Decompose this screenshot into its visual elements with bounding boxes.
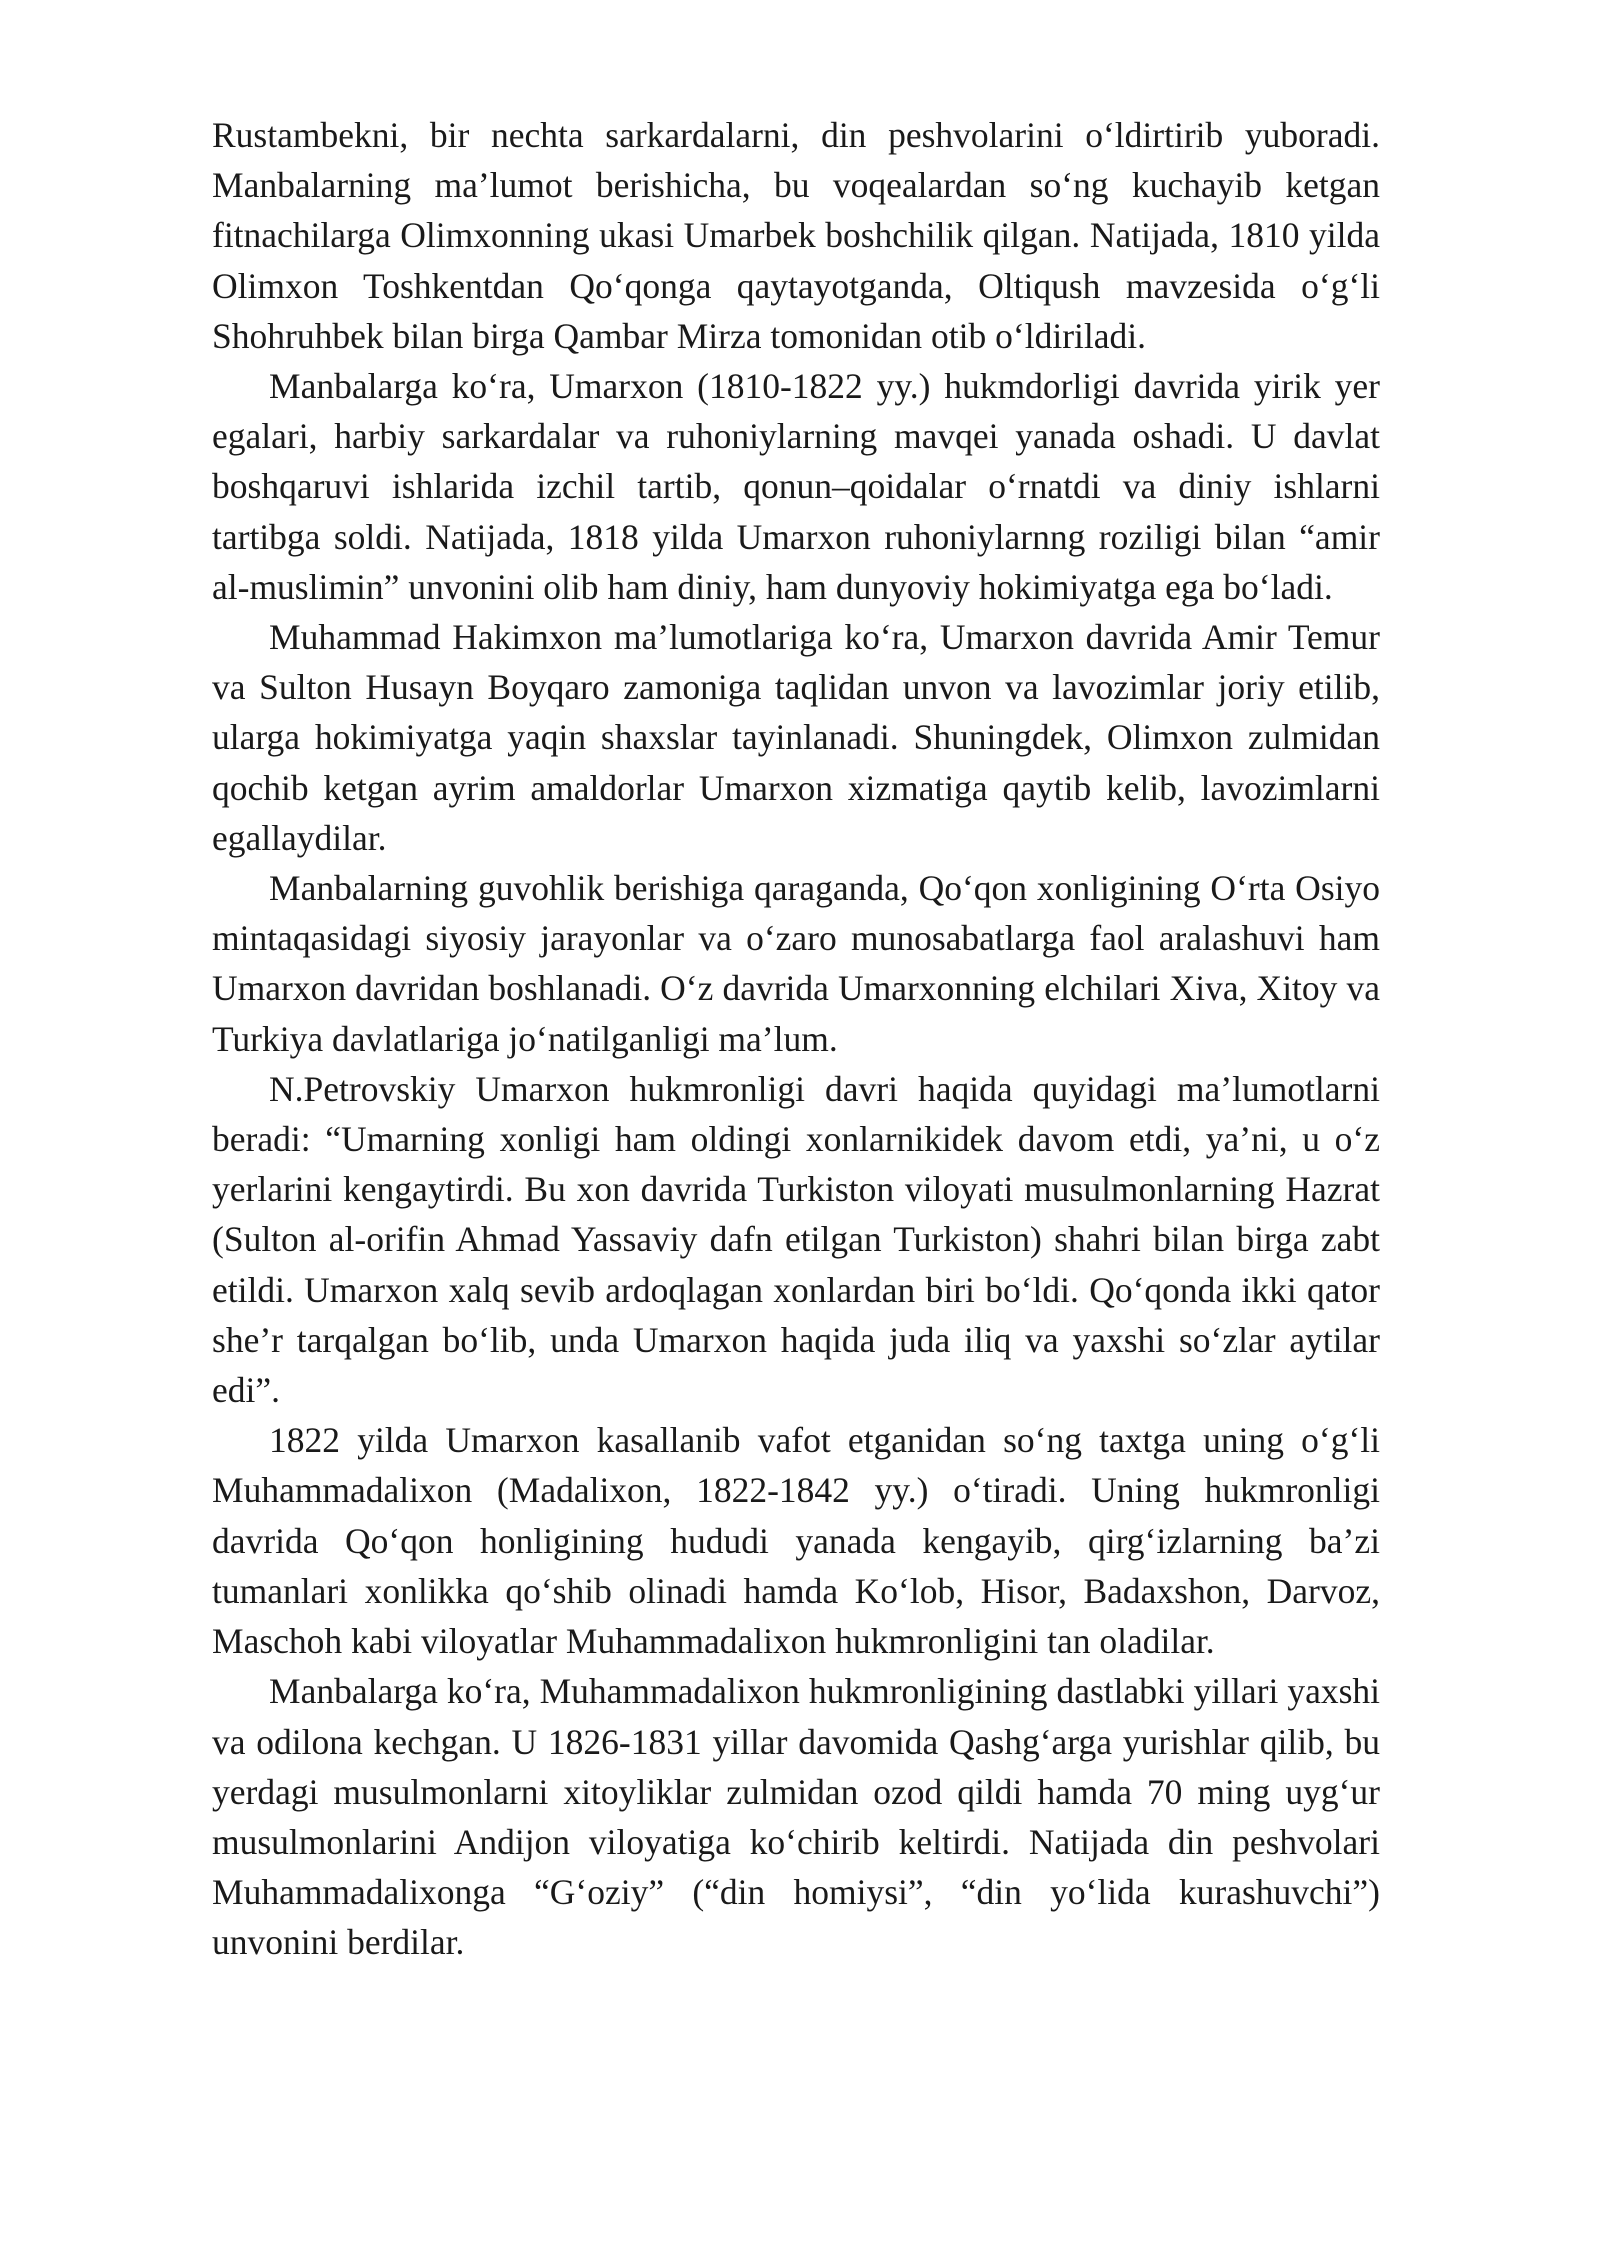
body-text [212,110,1380,1968]
paragraph: N.Petrovskiy Umarxon hukmronligi davri haqida quyidagi ma’lumotlarni beradi: “Umarning xonligi ham oldingi xonlarnikidek davom etdi, ya’ni, u o‘z yerlarini kengaytirdi. Bu xon davrida Turkiston viloyati musulmonlarning Hazrat (Sulton al-orifin Ahmad Yassaviy dafn etilgan Turkiston) shahri bilan birga zabt etildi. Umarxon xalq sevib ardoqlagan xonlardan biri bo‘ldi. Qo‘qonda ikki qator she’r tarqalgan bo‘lib, unda Umarxon haqida juda iliq va yaxshi so‘zlar aytilar edi”. [212,1068,1380,1411]
paragraph: Rustambekni, bir nechta sarkardalarni, din peshvolarini o‘ldirtirib yuboradi. Manbalarning ma’lumot berishicha, bu voqealardan so‘ng kuchayib ketgan fitnachilarga Olimxonning ukasi Umarbek boshchilik qilgan. Natijada, 1810 yilda Olimxon Toshkentdan Qo‘qonga qaytayotganda, Oltiqush mavzesida o‘g‘li Shohruhbek bilan birga Qambar Mirza tomonidan otib o‘ldiriladi. [212,115,1380,356]
paragraph: 1822 yilda Umarxon kasallanib vafot etganidan so‘ng taxtga uning o‘g‘li Muhammadalixon (Madalixon, 1822-1842 yy.) o‘tiradi. Uning hukmronligi davrida Qo‘qon honligining hududi yanada kengayib, qirg‘izlarning ba’zi tumanlari xonlikka qo‘shib olinadi hamda Ko‘lob, Hisor, Badaxshon, Darvoz, Maschoh kabi viloyatlar Muhammadalixon hukmronligini tan oladilar. [212,1420,1380,1662]
paragraph: Muhammad Hakimxon ma’lumotlariga ko‘ra, Umarxon davrida Amir Temur va Sulton Husayn Boyqaro zamoniga taqlidan unvon va lavozimlar joriy etilib, ularga hokimiyatga yaqin shaxslar tayinlanadi. Shuningdek, Olimxon zulmidan qochib ketgan ayrim amaldorlar Umarxon xizmatiga qaytib kelib, lavozimlarni egallaydilar. [212,617,1380,858]
paragraph: Manbalarga ko‘ra, Muhammadalixon hukmronligining dastlabki yillari yaxshi va odilona kechgan. U 1826-1831 yillar davomida Qashg‘arga yurishlar qilib, bu yerdagi musulmonlarni xitoyliklar zulmidan ozod qildi hamda 70 ming uyg‘ur musulmonlarini Andijon viloyatiga ko‘chirib keltirdi. Natijada din peshvolari Muhammadalixonga “G‘oziy” (“din homiysi”, “din yo‘lida kurashuvchi”) unvonini berdilar. [212,1671,1380,1963]
paragraph: Manbalarga ko‘ra, Umarxon (1810-1822 yy.) hukmdorligi davrida yirik yer egalari, harbiy sarkardalar va ruhoniylarning mavqei yanada oshadi. U davlat boshqaruvi ishlarida izchil tartib, qonun–qoidalar o‘rnatdi va diniy ishlarni tartibga soldi. Natijada, 1818 yilda Umarxon ruhoniylarnng roziligi bilan “amir al-muslimin” unvonini olib ham diniy, ham dunyoviy hokimiyatga ega bo‘ladi. [212,366,1380,607]
paragraph: Manbalarning guvohlik berishiga qaraganda, Qo‘qon xonligining O‘rta Osiyo mintaqasidagi siyosiy jarayonlar va o‘zaro munosabatlarga faol aralashuvi ham Umarxon davridan boshlanadi. O‘z davrida Umarxonning elchilari Xiva, Xitoy va Turkiya davlatlariga jo‘natilganligi ma’lum. [212,868,1380,1059]
